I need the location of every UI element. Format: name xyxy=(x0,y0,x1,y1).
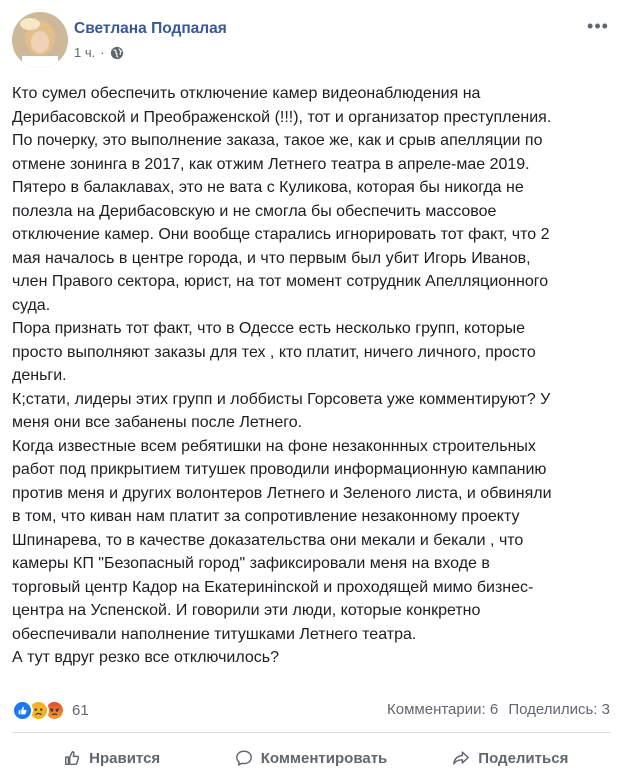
text-line: торговый центр Кадор на Екатеринinской и проходящей мимо бизнес- xyxy=(12,578,534,596)
author-name[interactable]: Светлана Подпалая xyxy=(74,20,227,37)
like-button[interactable] xyxy=(12,740,211,776)
text-line: просто выполняют заказы для тех , кто платит, ничего личного, просто xyxy=(12,343,536,361)
thumbs-up-icon xyxy=(63,749,81,767)
like-reaction-icon xyxy=(12,700,33,721)
text-line: обеспечивали наполнение титушками Летнего театра. xyxy=(12,625,417,643)
share-icon xyxy=(452,749,470,767)
engagement-counts xyxy=(387,701,610,718)
text-line: А тут вдруг резко все отключилось? xyxy=(12,649,279,666)
text-line: центра на Успенской. И говорили эти люди, которые конкретно xyxy=(12,602,481,619)
text-line: меня они все забанены после Летнего. xyxy=(12,414,303,431)
text-line: Пятеро в балаклавах, это не вата с Куликова, которая бы никогда не xyxy=(12,179,524,196)
text-line: Дерибасовской и Преображенской (!!!), тот и организатор преступления. xyxy=(12,108,552,126)
divider xyxy=(12,732,610,733)
text-line: мая началось в центре города, и что первым был убит Игорь Иванов, xyxy=(12,249,531,267)
text-line: По почерку, это выполнение заказа, такое же, как и срыв апелляции по xyxy=(12,132,543,149)
text-line: в том, что киван нам платит за сопротивление незаконному проекту xyxy=(12,508,520,525)
comment-button[interactable] xyxy=(211,740,410,776)
text-line: отмене зонинга в 2017, как отжим Летнего театра в апреле-мае 2019. xyxy=(12,155,530,173)
post-stats xyxy=(12,698,610,722)
text-line: суда. xyxy=(12,296,51,314)
reactions-summary[interactable] xyxy=(12,698,89,722)
comment-label: Комментировать xyxy=(260,749,388,767)
globe-icon[interactable] xyxy=(110,46,124,60)
text-line: Кто сумел обеспечить отключение камер видеонаблюдения на xyxy=(12,85,481,102)
like-label: Нравится xyxy=(89,749,161,767)
comment-icon xyxy=(235,749,253,767)
share-label: Поделиться xyxy=(478,749,569,767)
post-meta xyxy=(74,45,124,60)
comments-count-link[interactable]: Комментарии: 6 xyxy=(387,701,499,718)
text-line: камеры КП "Безопасный город" зафиксировали меня на входе в xyxy=(12,555,490,572)
more-options-icon[interactable]: ••• xyxy=(587,16,609,36)
post-text xyxy=(12,82,610,670)
text-line: Когда известные всем ребятишки на фоне незаконнных строительных xyxy=(12,437,536,455)
text-line: Шпинарева, то в качестве доказательства они мекали и бекали , что xyxy=(12,531,524,549)
reaction-count: 61 xyxy=(72,701,89,719)
shares-count-link[interactable]: Поделились: 3 xyxy=(508,701,610,718)
text-line: член Правого сектора, юрист, на тот момент сотрудник Апелляционного xyxy=(12,273,549,290)
text-line: деньги. xyxy=(12,367,67,384)
share-button[interactable] xyxy=(411,740,610,776)
text-line: полезла на Дерибасовскую и не смогла бы обеспечить массовое xyxy=(12,202,497,220)
text-line: Пора признать тот факт, что в Одессе есть несколько групп, которые xyxy=(12,320,526,337)
post-time[interactable]: 1 ч. xyxy=(74,45,96,60)
avatar[interactable] xyxy=(12,12,68,68)
meta-separator: · xyxy=(100,45,105,60)
text-line: против меня и других волонтеров Летнего и Зеленого листа, и обвиняли xyxy=(12,484,552,502)
text-line: отключение камер. Они вообще старались игнорировать тот факт, что 2 xyxy=(12,226,550,243)
text-line: К;стати, лидеры этих групп и лоббисты Горсовета уже комментируют? У xyxy=(12,390,551,408)
post-actions xyxy=(12,740,610,776)
post-header xyxy=(12,12,610,68)
text-line: работ под прикрытием титушек проводили информационную кампанию xyxy=(12,461,547,478)
